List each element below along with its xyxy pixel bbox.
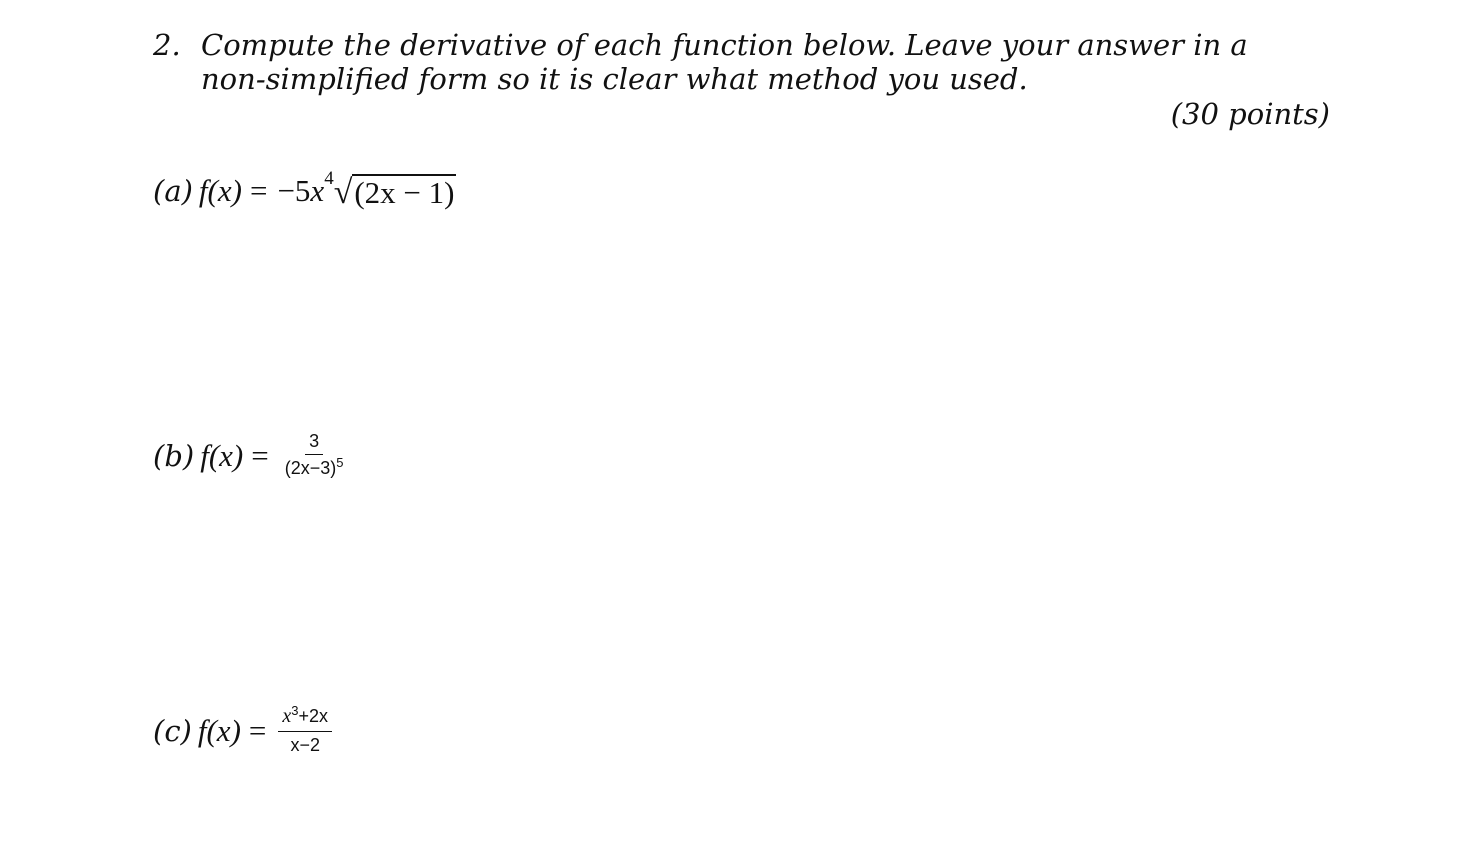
problem-c-numerator-rest: +2x [298, 706, 329, 726]
radical-icon: √ [333, 174, 353, 211]
problem-a [153, 168, 456, 211]
question-number: 2. [153, 28, 181, 62]
problem-b [153, 430, 347, 481]
problem-a-radicand: (2x − 1) [354, 175, 455, 210]
problem-b-denominator [281, 455, 348, 481]
problem-a-equals: = [249, 173, 268, 208]
problem-b-lhs: f(x) [200, 437, 244, 473]
problem-a-label: (a) [153, 174, 193, 208]
problem-c [153, 705, 332, 756]
problem-b-label: (b) [153, 438, 195, 473]
problem-c-fraction [278, 705, 332, 756]
problem-c-equation [198, 705, 332, 756]
problem-c-numerator [278, 705, 332, 732]
problem-b-numerator: 3 [305, 430, 323, 455]
problem-a-exponent: 4 [324, 168, 334, 189]
problem-c-lhs: f(x) [197, 712, 241, 748]
problem-c-label: (c) [153, 713, 192, 748]
problem-a-variable: x [310, 173, 325, 208]
problem-b-equals: = [251, 437, 269, 473]
question-instruction: Compute the derivative of each function below. Leave your answer in a non-simplified form so it is clear what method you used. [201, 28, 1248, 96]
problem-c-numerator-var: x [282, 705, 292, 727]
problem-c-denominator: x−2 [290, 735, 320, 755]
problem-b-denominator-exponent: 5 [336, 455, 344, 470]
problem-a-square-root [334, 172, 456, 210]
question-points: (30 points) [1170, 97, 1330, 131]
problem-a-coefficient: −5 [277, 173, 311, 208]
problem-b-fraction [281, 430, 348, 481]
problem-a-equation [198, 168, 456, 211]
problem-b-equation [200, 430, 347, 481]
problem-b-denominator-base: (2x−3) [284, 458, 337, 478]
problem-c-numerator-exponent: 3 [291, 703, 299, 718]
problem-c-equals: = [248, 712, 267, 748]
problem-a-lhs: f(x) [198, 173, 242, 208]
